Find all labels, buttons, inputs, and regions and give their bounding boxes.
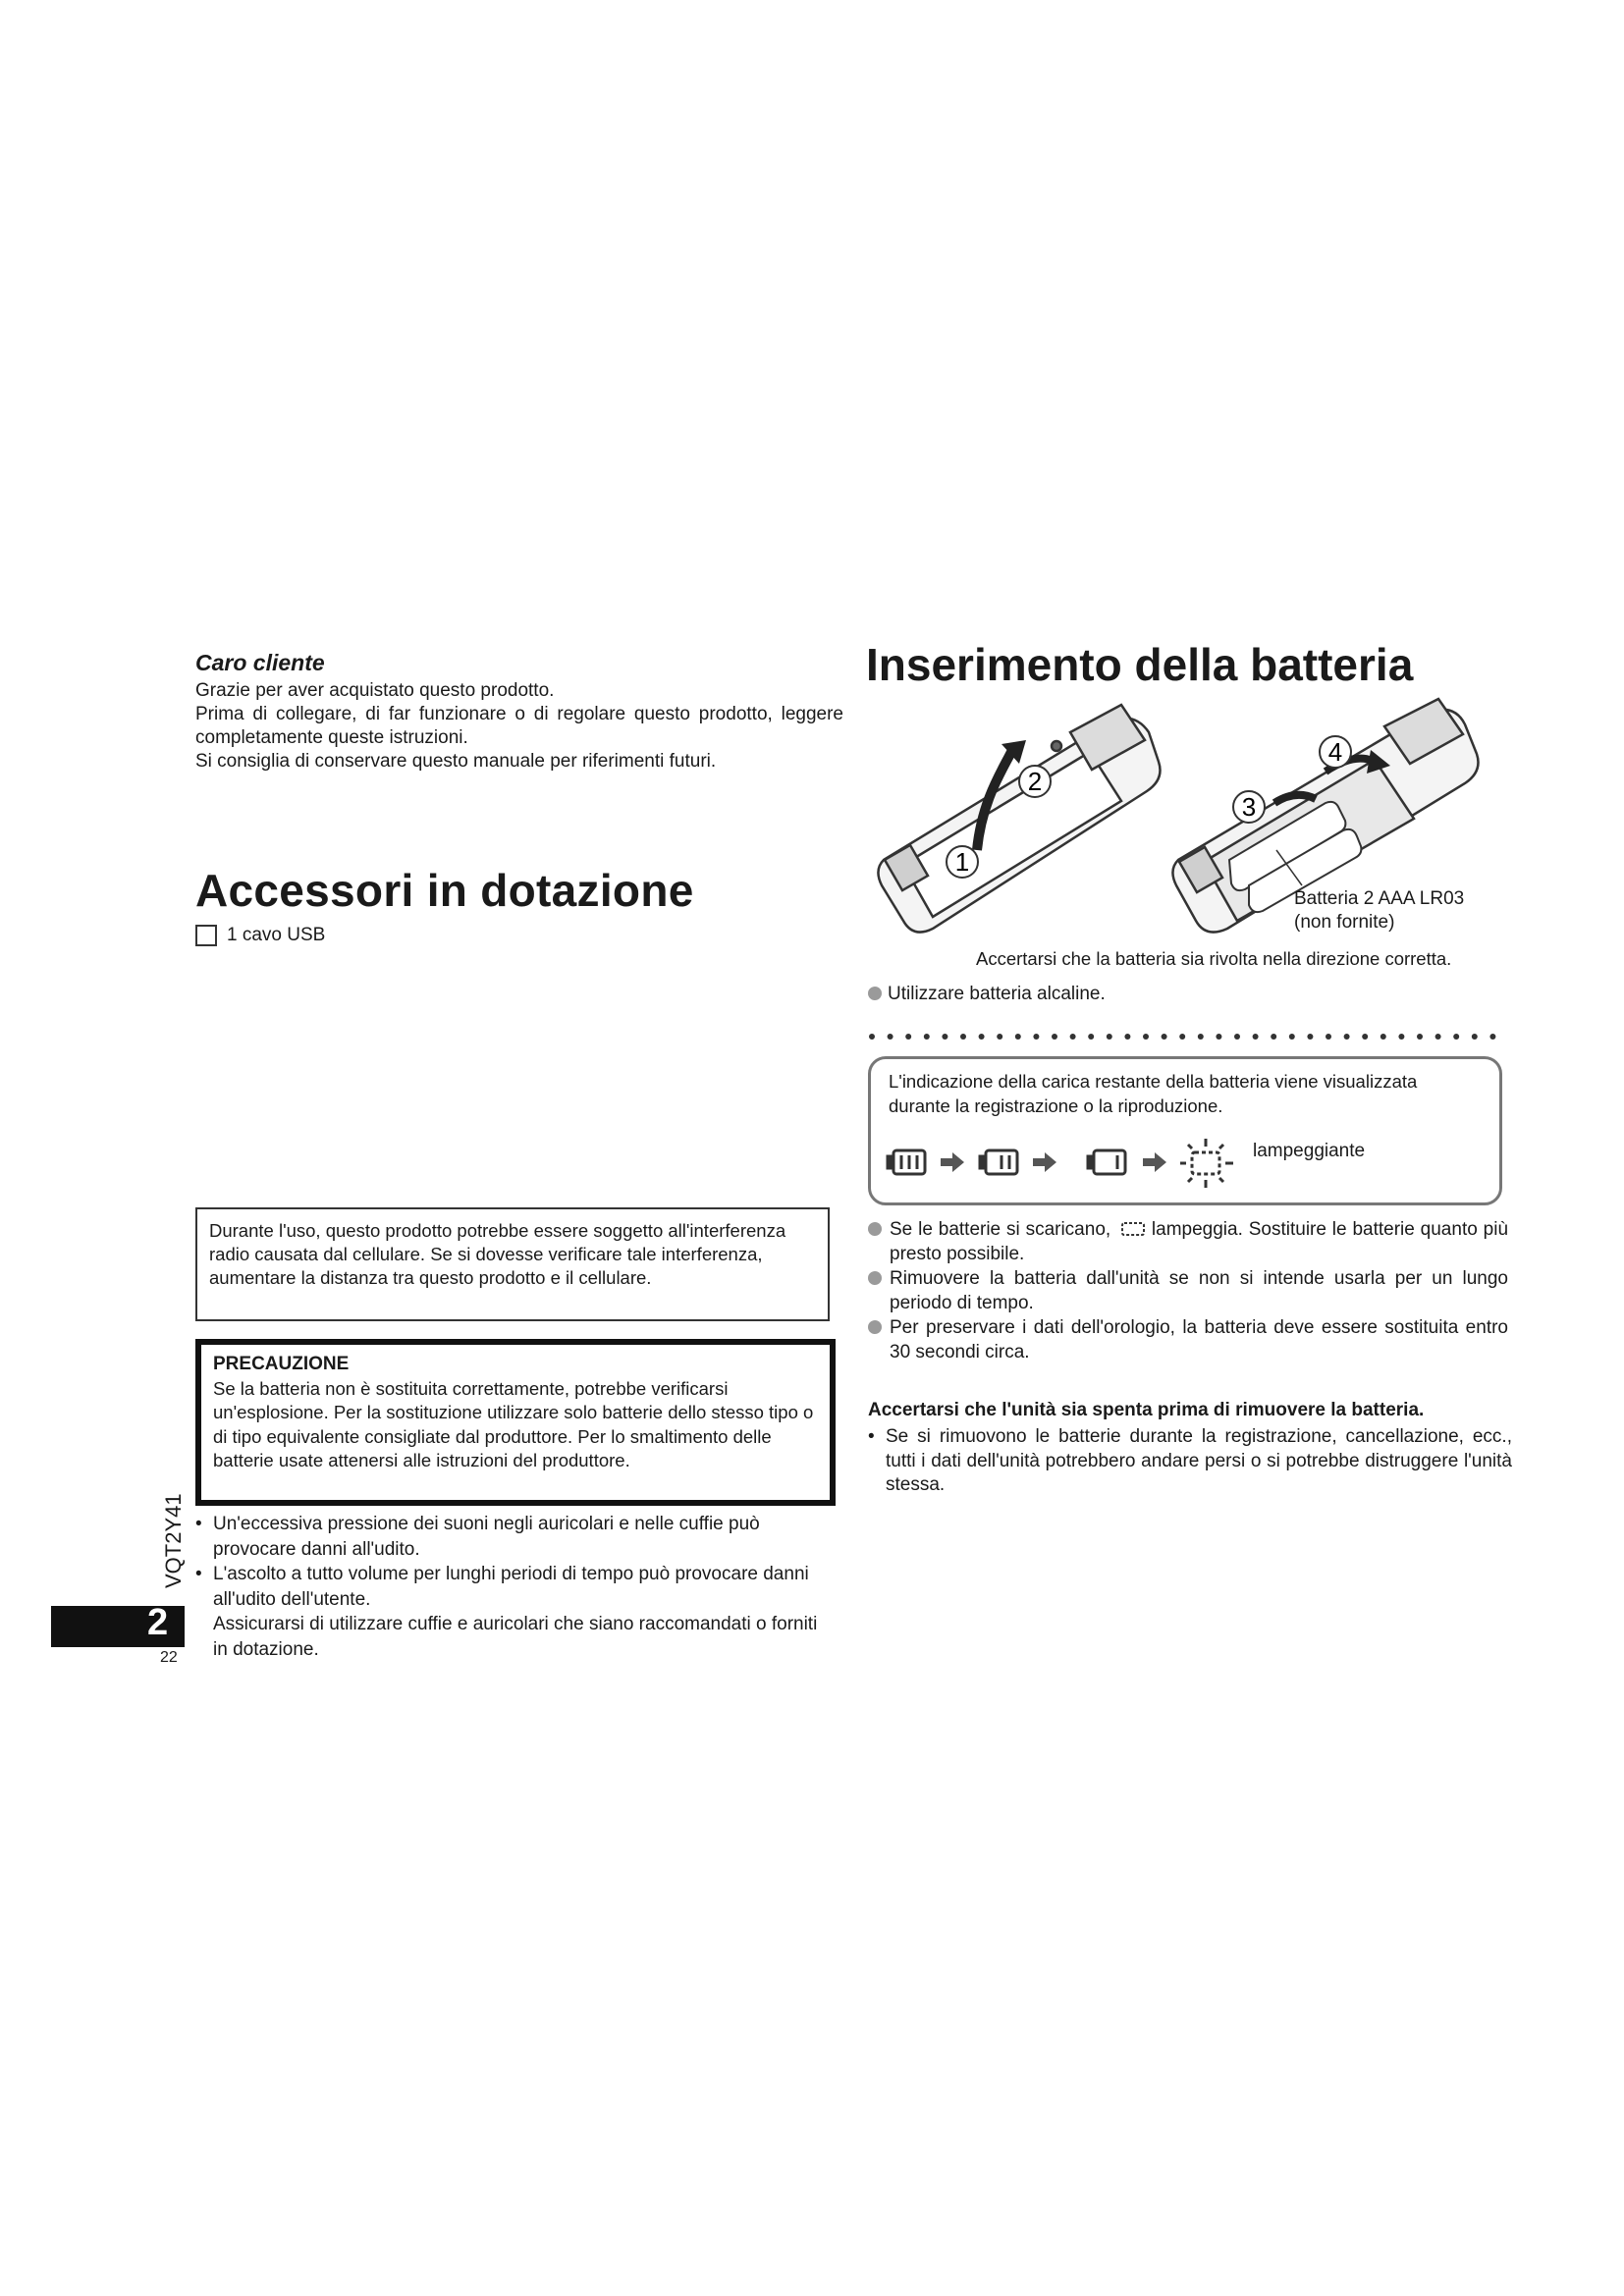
page-number: 2 (147, 1602, 169, 1643)
battery-not-supplied: (non fornite) (1294, 912, 1395, 933)
battery-empty-blinking-icon (1180, 1139, 1233, 1188)
alkaline-text: Utilizzare batteria alcaline. (888, 984, 1106, 1004)
model-code: VQT2Y41 (161, 1493, 186, 1588)
caution-title: PRECAUZIONE (213, 1354, 350, 1374)
dear-line-3: Si consiglia di conservare questo manuale per riferimenti futuri. (195, 751, 717, 772)
caution-text: Se la batteria non è sostituita correttamente, potrebbe verificarsi un'esplosione. Per la sostituzione utilizzare solo batterie dello stesso tipo o di tipo equivalente consigliate dal produttore. Per lo smaltimento delle batterie usate attenersi alle istruzioni del produttore. (213, 1377, 814, 1470)
note-2: Rimuovere la batteria dall'unità se non si intende usarla per un lungo periodo di tempo. (890, 1268, 1508, 1313)
battery-level-sequence (886, 1137, 1494, 1192)
accessories-title: Accessori in dotazione (195, 865, 694, 916)
remove-warning-body (868, 1425, 1512, 1498)
dear-customer-title: Caro cliente (195, 650, 325, 675)
indicator-text: L'indicazione della carica restante della batteria viene visualizzata durante la registrazione o la riproduzione. (889, 1071, 1418, 1116)
checkbox-icon (195, 925, 217, 946)
battery-type: Batteria 2 AAA LR03 (1294, 888, 1465, 909)
hearing-bullet-1: Un'eccessiva pressione dei suoni negli auricolari e nelle cuffie può provocare danni all'udito. (213, 1514, 760, 1560)
battery-caption (1294, 887, 1464, 934)
list-item: • L'ascolto a tutto volume per lunghi periodi di tempo può provocare danni all'udito dell'utente. (195, 1562, 824, 1612)
list-item (868, 1266, 1508, 1315)
step-3-label: 3 (1241, 792, 1257, 822)
hearing-warnings (195, 1512, 824, 1662)
dear-customer-body (195, 679, 843, 774)
list-item (195, 1612, 824, 1662)
remove-warning-title: Accertarsi che l'unità sia spenta prima di rimuovere la batteria. (868, 1400, 1425, 1420)
list-item (868, 1315, 1508, 1364)
battery-one-third-icon (1088, 1150, 1125, 1174)
interference-note: Durante l'uso, questo prodotto potrebbe essere soggetto all'interferenza radio causata dal cellulare. Se si dovesse verificare tale interferenza, aumentare la distanza tra questo prodotto e il cellulare. (195, 1207, 830, 1321)
list-item: • Un'eccessiva pressione dei suoni negli auricolari e nelle cuffie può provocare danni all'udito. (195, 1512, 824, 1562)
arrow-right-icon (941, 1152, 964, 1172)
dotted-separator (868, 1033, 1510, 1041)
device-left-icon (878, 705, 1160, 933)
orientation-note: Accertarsi che la batteria sia rivolta nella direzione corretta. (976, 948, 1452, 969)
bullet-icon (868, 987, 882, 1000)
bullet-icon (868, 1271, 882, 1285)
step-4-label: 4 (1327, 737, 1343, 767)
battery-empty-icon (1116, 1221, 1146, 1237)
arrow-right-icon (1033, 1152, 1056, 1172)
step-1-label: 1 (954, 847, 970, 877)
note-1-part-a: Se le batterie si scaricano, (890, 1219, 1111, 1240)
arrow-right-icon (1143, 1152, 1166, 1172)
dear-line-2: Prima di collegare, di far funzionare o di regolare questo prodotto, leggere completamente queste istruzioni. (195, 704, 843, 748)
hearing-bullet-3: Assicurarsi di utilizzare cuffie e auricolari che siano raccomandati o forniti in dotazione. (213, 1614, 818, 1660)
battery-full-icon (888, 1150, 925, 1174)
battery-two-thirds-icon (980, 1150, 1017, 1174)
remove-warning-text: Se si rimuovono le batterie durante la registrazione, cancellazione, ecc., tutti i dati dell'unità potrebbero andare persi o si potrebbe distruggere l'unità stessa. (886, 1426, 1512, 1495)
step-2-label: 2 (1027, 767, 1043, 796)
alkaline-note (868, 984, 1106, 1005)
note-3: Per preservare i dati dell'orologio, la batteria deve essere sostituita entro 30 secondi circa. (890, 1317, 1508, 1362)
note-1-part-b: lampeggia. Sostituire le batterie quanto più presto possibile. (890, 1219, 1509, 1264)
caution-box (195, 1339, 836, 1506)
accessory-item (195, 925, 325, 946)
hearing-bullet-2: L'ascolto a tutto volume per lunghi periodi di tempo può provocare danni all'udito dell'utente. (213, 1564, 809, 1610)
battery-section-title: Inserimento della batteria (866, 639, 1414, 690)
battery-notes (868, 1217, 1508, 1364)
bullet-icon (868, 1222, 882, 1236)
page-subnumber: 22 (160, 1649, 178, 1666)
blinking-label: lampeggiante (1253, 1141, 1366, 1161)
bullet-icon (868, 1320, 882, 1334)
accessory-label: 1 cavo USB (227, 925, 326, 945)
dear-line-1: Grazie per aver acquistato questo prodotto. (195, 680, 555, 701)
list-item: • Se si rimuovono le batterie durante la registrazione, cancellazione, ecc., tutti i dati dell'unità potrebbero andare persi o si potrebbe distruggere l'unità stessa. (868, 1425, 1512, 1498)
list-item (868, 1217, 1508, 1266)
